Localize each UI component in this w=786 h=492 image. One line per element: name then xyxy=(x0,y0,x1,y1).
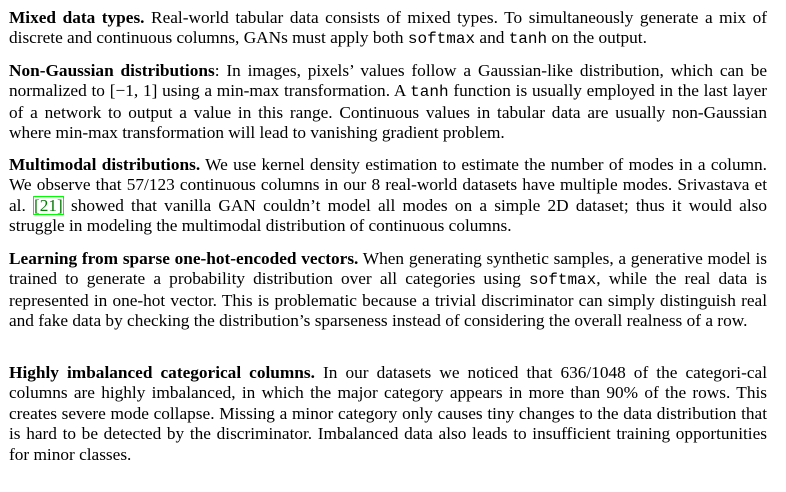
code-tanh: tanh xyxy=(508,30,548,49)
paragraph-imbalanced-categorical xyxy=(9,363,767,465)
paragraph-heading: Learning from sparse one-hot-encoded vectors. xyxy=(9,249,359,268)
paragraph-multimodal xyxy=(9,155,767,237)
math-fraction: 636/1048 xyxy=(560,363,626,382)
math-range: [−1, 1] xyxy=(109,81,158,101)
paragraph-text: continuous columns in our 8 real-world datasets have multiple modes. Srivastava et al. xyxy=(9,175,768,215)
paragraph-text: and xyxy=(475,28,509,48)
paragraph-mixed-data-types xyxy=(9,8,767,50)
paragraph-text: of the categori-cal columns are highly imbalanced, in which the major category appears in more than xyxy=(9,363,767,403)
paragraph-text: Real-world tabular data consists of mixed types. To simultaneously generate a mix of discrete and continuous columns, GANs must apply both xyxy=(9,8,767,48)
math-fraction: 57/123 xyxy=(126,175,175,195)
paragraph-text: on the output. xyxy=(547,28,647,48)
paragraph-text: , while the real data is represented in one-hot vector. This is problematic because a trivial discriminator can simply distinguish real and fake data by checking the distribution’s sparseness instead of considering the overall realness of a row. xyxy=(9,269,767,331)
paragraph-text: : In images, pixels’ values follow a Gaussian-like distribution, which can be normalized to xyxy=(9,61,768,101)
paragraph-text: showed that vanilla GAN couldn’t model all modes on a simple 2D dataset; thus it would also struggle in modeling the multimodal distribution of continuous columns. xyxy=(9,195,767,236)
paragraph-non-gaussian xyxy=(9,61,767,144)
paragraph-text: When generating synthetic samples, a generative model is trained to generate a probability distribution over all categories using xyxy=(9,249,767,289)
math-percent: 90% xyxy=(606,383,639,403)
paragraph-heading: Highly imbalanced categorical columns. xyxy=(9,363,315,382)
paragraph-heading: Non-Gaussian distributions xyxy=(9,61,215,80)
paragraph-text: using a min-max transformation. A xyxy=(157,81,411,101)
paragraph-text: of the rows. This creates severe mode collapse. Missing a minor category only causes tiny changes to the data distribution that is hard to be detected by the discriminator. Imbalanced data also leads to insufficient training opportunities for minor classes. xyxy=(9,383,768,464)
paragraph-text: We use kernel density estimation to estimate the number of modes in a column. We observe that xyxy=(9,155,767,195)
citation-link[interactable]: [21] xyxy=(34,195,63,215)
paragraph-heading: Multimodal distributions. xyxy=(9,155,201,174)
paragraph-text: In our datasets we noticed that xyxy=(314,363,561,382)
code-softmax: softmax xyxy=(529,271,597,290)
paragraph-text: function is usually employed in the last layer of a network to output a value in this range. Continuous values in tabular data are usually non-Gaussian where min-max transformation will lead to vanishing gradient problem. xyxy=(9,81,767,143)
paragraph-heading: Mixed data types. xyxy=(9,8,145,27)
code-softmax: softmax xyxy=(407,30,476,49)
paragraph-sparse-one-hot xyxy=(9,249,767,332)
code-tanh: tanh xyxy=(410,83,449,102)
